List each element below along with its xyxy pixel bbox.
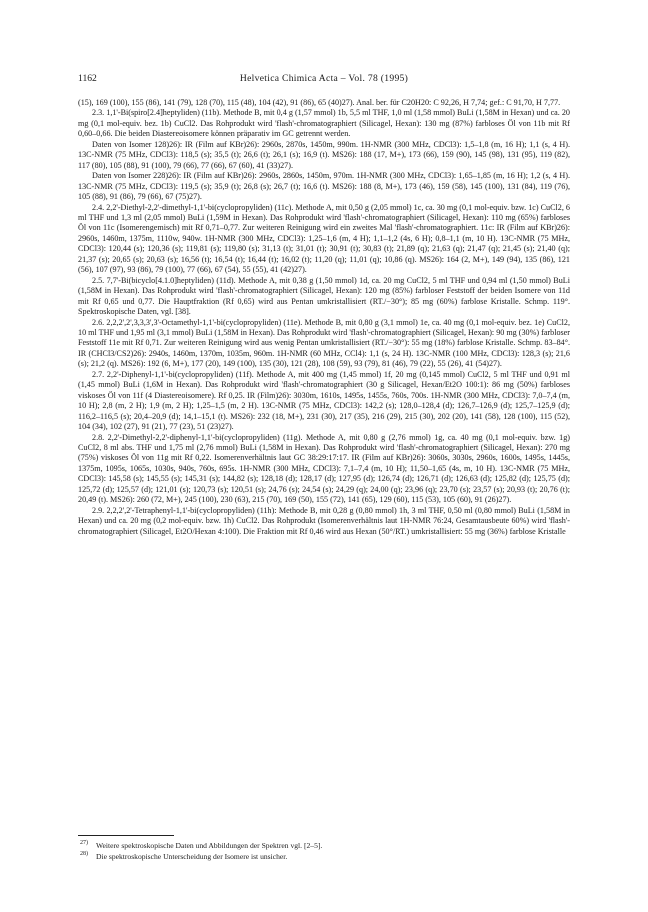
footnote-mark: 27) <box>80 840 88 846</box>
footnotes <box>78 840 570 862</box>
paragraph-isomer-2: Daten von Isomer 228)26): IR (Film auf KBr)26): 2960s, 2860s, 1450m, 970m. 1H-NMR (300 MHz, CDCl3): 1,65–1,85 (m, 16 H); 1,2 (s, 4 H). 13C-NMR (75 MHz, CDCl3): 119,5 (s); 35,9 (t); 26,8 (s); 26,7 (t); 16,6 (t). MS26): 188 (8, M+), 173 (46), 159 (58), 145 (100), 131 (84), 119 (76), 105 (88), 91 (86), 79 (66), 67 (75)27). <box>78 171 570 202</box>
paragraph-11d: 2.5. 7,7'-Bi(bicyclo[4.1.0]heptyliden) (11d). Methode A, mit 0,38 g (1,50 mmol) 1d, ca. 20 mg CuCl2, 5 ml THF und 0,94 ml (1,50 mmol) BuLi (1,58M in Hexan). Das Rohprodukt wird 'flash'-chromatographiert (Silicagel, Hexan): 120 mg (85%) farbloser Feststoff der beiden Isomere von 11d mit Rf 0,65 und 0,77. Die Hauptfraktion (Rf 0,65) wird aus Pentan umkristallisiert (RT./−30°); 85 mg (60%) farblose Kristalle. Schmp. 119°. Spektroskopische Daten, vgl. [38]. <box>78 275 570 317</box>
footnote-text: Weitere spektroskopische Daten und Abbildungen der Spektren vgl. [2–5]. <box>96 841 323 850</box>
footnote-divider <box>78 835 174 836</box>
body-text <box>78 98 570 537</box>
paragraph-11e: 2.6. 2,2,2',2',3,3,3',3'-Octamethyl-1,1'-bi(cyclopropyliden) (11e). Methode B, mit 0,80 g (3,1 mmol) 1e, ca. 40 mg (0,1 mol-equiv. bez. 1e) CuCl2, 10 ml THF und 1,95 ml (3,1 mmol) BuLi (1,58M in Hexan). Das Rohprodukt wird 'flash'-chromatographiert (Silicagel, Hexan): 90 mg (30%) farbloser Feststoff 11e mit Rf 0,71. Zur weiteren Reinigung wird aus wenig Pentan umkristallisiert (RT./−30°): 55 mg (18%) farblose Kristalle. Schmp. 83–84°. IR (CHCl3/CS2)26): 2940s, 1460m, 1370m, 1035m, 960m. 1H-NMR (60 MHz, CCl4): 1,1 (s, 24 H). 13C-NMR (100 MHz, CDCl3): 128,3 (s); 21,6 (s); 21,2 (q). MS26): 192 (6, M+), 177 (20), 149 (100), 135 (30), 121 (28), 108 (59), 93 (79), 81 (46), 79 (22), 55 (26), 41 (54)27). <box>78 317 570 369</box>
footnote <box>78 851 570 862</box>
paragraph-11f: 2.7. 2,2'-Diphenyl-1,1'-bi(cyclopropyliden) (11f). Methode A, mit 400 mg (1,45 mmol) 1f, 20 mg (0,145 mmol) CuCl2, 5 ml THF und 0,91 ml (1,45 mmol) BuLi (1,6M in Hexan). Das Rohprodukt wird 'flash'-chromatographiert (30 g Silicagel, Hexan/Et2O 100:1): 86 mg (50%) farbloses viskoses Öl von 11f (4 Diastereoisomere). Rf 0,25. IR (Film)26): 3030m, 1610s, 1495s, 1455s, 760s, 700s. 1H-NMR (300 MHz, CDCl3): 7,0–7,4 (m, 10 H); 2,8 (m, 2 H); 1,9 (m, 2 H); 1,25–1,5 (m, 2 H). 13C-NMR (75 MHz, CDCl3): 142,2 (s); 128,0–128,4 (d); 126,7–126,9 (d); 125,7–125,9 (d); 116,2–116,5 (s); 20,4–20,9 (d); 14,1–15,1 (t). MS26): 232 (18, M+), 231 (30), 217 (35), 216 (29), 215 (30), 202 (20), 141 (58), 128 (100), 115 (52), 104 (34), 102 (27), 91 (21), 77 (23), 51 (23)27). <box>78 369 570 432</box>
journal-title: Helvetica Chimica Acta – Vol. 78 (1995) <box>239 73 409 84</box>
paragraph-continuation: (15), 169 (100), 155 (86), 141 (79), 128 (70), 115 (48), 104 (42), 91 (86), 65 (40)27). Anal. ber. für C20H20: C 92,26, H 7,74; gef.: C 91,70, H 7,77. <box>78 98 561 107</box>
running-header <box>78 72 570 86</box>
paragraph-isomer-1: Daten von Isomer 128)26): IR (Film auf KBr)26): 2960s, 2870s, 1450m, 990m. 1H-NMR (300 MHz, CDCl3): 1,5–1,8 (m, 16 H); 1,1 (s, 4 H). 13C-NMR (75 MHz, CDCl3): 118,5 (s); 35,5 (t); 26,6 (t); 26,1 (s); 16,9 (t). MS26): 188 (17, M+), 173 (66), 159 (90), 145 (98), 131 (95), 119 (82), 117 (80), 105 (88), 91 (100), 79 (66), 77 (66), 67 (60), 41 (33)27). <box>78 139 570 170</box>
paragraph-11h: 2.9. 2,2,2',2'-Tetraphenyl-1,1'-bi(cyclopropyliden) (11h): Methode B, mit 0,28 g (0,80 mmol) 1h, 3 ml THF, 0,50 ml (0,80 mmol) BuLi (1,58M in Hexan) und ca. 20 mg (0,2 mol-equiv. bzw. 1h) CuCl2. Das Rohprodukt (Isomerenverhältnis laut 1H-NMR 76:24, Gesamtausbeute 60%) wird 'flash'-chromatographiert (Silicagel, Et2O/Hexan 4:100). Die Fraktion mit Rf 0,46 wird aus Hexan (50°/RT.) umkristallisiert: 55 mg (36%) farblose Kristalle <box>78 505 570 536</box>
paragraph-11g: 2.8. 2,2'-Dimethyl-2,2'-diphenyl-1,1'-bi(cyclopropyliden) (11g). Methode A, mit 0,80 g (2,76 mmol) 1g, ca. 40 mg (0,1 mol-equiv. bzw. 1g) CuCl2, 8 ml abs. THF und 1,75 ml (2,76 mmol) BuLi (1,58M in Hexan). Das Rohprodukt wird 'flash'-chromatographiert (Silicagel, Hexan): 270 mg (75%) viskoses Öl von 11g mit Rf 0,22. Isomerenverhältnis laut GC 38:29:17:17. IR (Film auf KBr)26): 3060s, 3030s, 2960s, 1600s, 1495s, 1445s, 1375m, 1095s, 1065s, 1030s, 940s, 760s, 695s. 1H-NMR (300 MHz, CDCl3): 7,1–7,4 (m, 10 H); 11,50–1,65 (4s, m, 10 H). 13C-NMR (75 MHz, CDCl3): 145,58 (s); 145,55 (s); 145,31 (s); 144,82 (s); 128,18 (d); 128,17 (d); 127,95 (d); 126,74 (d); 126,71 (d); 126,63 (d); 125,82 (d); 125,75 (d); 125,72 (d); 125,57 (d); 121,01 (s); 120,73 (s); 120,51 (s); 24,76 (s); 24,54 (s); 24,29 (q); 24,00 (q); 23,96 (q); 23,70 (s); 23,57 (s); 20,93 (t); 20,76 (t); 20,49 (t). MS26): 260 (72, M+), 245 (100), 230 (63), 215 (70), 169 (50), 155 (72), 141 (65), 129 (60), 115 (53), 105 (60), 91 (26)27). <box>78 432 570 505</box>
paragraph-11b: 2.3. 1,1'-Bi(spiro[2.4]heptyliden) (11b). Methode B, mit 0,4 g (1,57 mmol) 1b, 5,5 ml THF, 1,0 ml (1,58 mmol) BuLi (1,58M in Hexan) und ca. 20 mg (0,1 mol-equiv. bez. 1b) CuCl2. Das Rohprodukt wird 'flash'-chromatographiert (Silicagel, Hexan): 130 mg (87%) farbloses Öl von 11b mit Rf 0,60–0,66. Die beiden Diastereoisomere können präparativ im GC getrennt werden. <box>78 108 570 139</box>
page-number: 1162 <box>78 73 97 84</box>
footnote-mark: 28) <box>80 851 88 857</box>
footnote-text: Die spektroskopische Unterscheidung der Isomere ist unsicher. <box>96 852 288 861</box>
paragraph-11c: 2.4. 2,2'-Diethyl-2,2'-dimethyl-1,1'-bi(cyclopropyliden) (11c). Methode A, mit 0,50 g (2,05 mmol) 1c, ca. 30 mg (0,1 mol-equiv. bzw. 1c) CuCl2, 6 ml THF und 1,3 ml (2,05 mmol) BuLi (1,59M in Hexan). Das Rohprodukt wird 'flash'-chromatographiert (Silicagel, Hexan): 110 mg (65%) farbloses Öl von 11c (Isomerengemisch) mit Rf 0,71–0,77. Zur weiteren Reinigung wird ein zweites Mal 'flash'-chromatographiert. 11c: IR (Film auf KBr)26): 2960s, 1460m, 1375m, 1110w, 940w. 1H-NMR (300 MHz, CDCl3): 1,25–1,6 (m, 4 H); 1,1–1,2 (4s, 6 H); 0,8–1,1 (m, 10 H). 13C-NMR (75 MHz, CDCl3): 120,44 (s); 120,36 (s); 119,81 (s); 119,80 (s); 31,13 (t); 31,01 (t); 30,91 (t); 30,83 (t); 21,89 (q); 21,63 (q); 21,47 (q); 21,45 (s); 21,40 (q); 21,37 (s); 20,65 (s); 20,63 (s); 16,56 (t); 16,54 (t); 16,44 (t); 16,02 (t); 11,20 (q); 11,01 (q); 10,86 (q). MS26): 164 (2, M+), 149 (94), 135 (86), 121 (56), 107 (97), 93 (86), 79 (100), 77 (66), 67 (54), 55 (55), 41 (42)27). <box>78 202 570 275</box>
footnote <box>78 840 570 851</box>
